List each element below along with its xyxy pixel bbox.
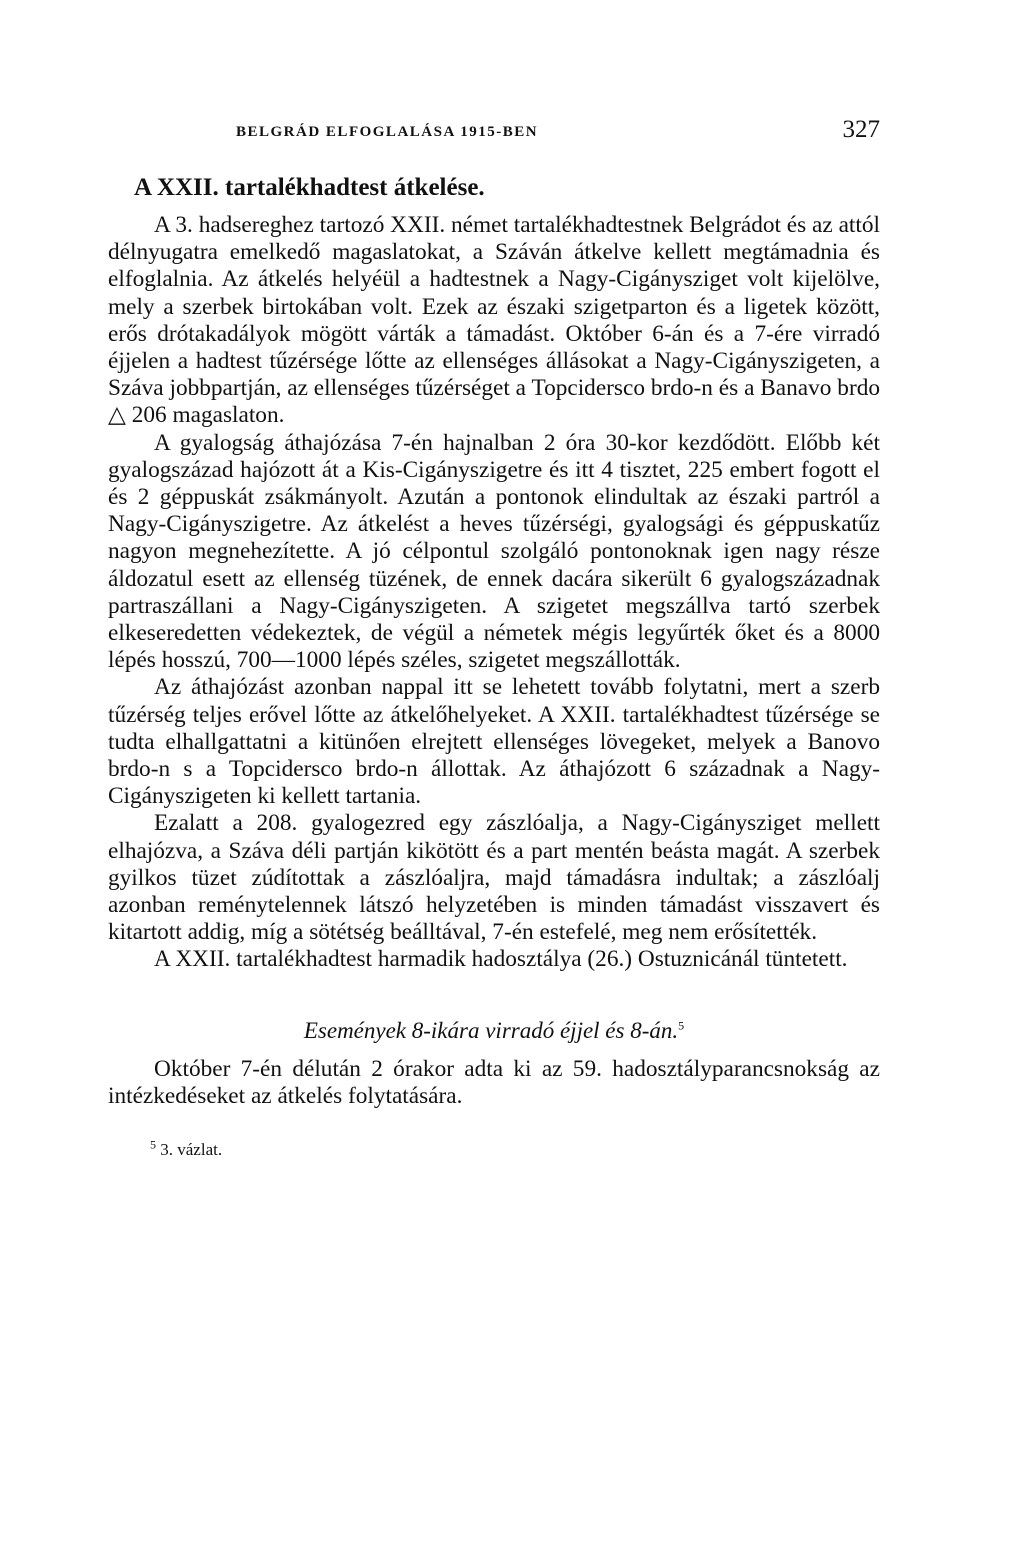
subsection-heading bbox=[108, 1018, 880, 1044]
running-title: BELGRÁD ELFOGLALÁSA 1915-BEN bbox=[236, 124, 539, 140]
subsection-body bbox=[108, 1056, 880, 1110]
subsection-heading-text: Események 8-ikára virradó éjjel és 8-án. bbox=[303, 1017, 679, 1043]
paragraph: A 3. hadsereghez tartozó XXII. német tartalékhadtestnek Belgrádot és az attól délnyugatra emelkedő magaslatokat, a Száván átkelve kellett megtámadnia és elfoglalnia. Az átkelés helyéül a hadtestnek a Nagy-Cigánysziget volt kijelölve, mely a szerbek birtokában volt. Ezek az északi szigetparton és a ligetek között, erős drótakadályok mögött várták a támadást. Október 6-án és a 7-ére virradó éjjelen a hadtest tűzérsége lőtte az ellenséges állásokat a Nagy-Cigányszigeten, a Száva jobbpartján, az ellenséges tűzérséget a Topcidersco brdo-n és a Banavo brdo △ 206 magaslaton. bbox=[108, 212, 880, 429]
page-number: 327 bbox=[842, 116, 880, 143]
running-head bbox=[108, 110, 880, 150]
footnote bbox=[150, 1137, 880, 1160]
paragraph: A gyalogság áthajózása 7-én hajnalban 2 óra 30-kor kezdődött. Előbb két gyalogszázad hajózott át a Kis-Cigányszigetre és itt 4 tisztet, 225 embert fogott el és 2 géppuskát zsákmányolt. Azután a pontonok elindultak az északi partról a Nagy-Cigányszigetre. Az átkelést a heves tűzérségi, gyalogsági és géppuskatűz nagyon megnehezítette. A jó célpontul szolgáló pontonoknak igen nagy része áldozatul esett az ellenség tüzének, de ennek dacára sikerült 6 gyalogszázadnak partraszállani a Nagy-Cigányszigeten. A szigetet megszállva tartó szerbek elkeseredetten védekeztek, de végül a németek mégis legyűrték őket és a 8000 lépés hosszú, 700—1000 lépés széles, szigetet megszállották. bbox=[108, 429, 880, 674]
paragraph: Ezalatt a 208. gyalogezred egy zászlóalja, a Nagy-Cigánysziget mellett elhajózva, a Száva déli partján kikötött és a part mentén beásta magát. A szerbek gyilkos tüzet zúdítottak a zászlóaljra, majd támadásra indultak; a zászlóalj azonban reménytelennek látszó helyzetében is minden támadást visszavert és kitartott addig, míg a sötétség beálltával, 7-én estefelé, meg nem erősítették. bbox=[108, 810, 880, 946]
footnote-text: 3. vázlat. bbox=[160, 1140, 223, 1160]
paragraph: Október 7-én délután 2 órakor adta ki az 59. hadosztályparancsnokság az intézkedéseket az átkelés folytatására. bbox=[108, 1055, 880, 1109]
section-heading: A XXII. tartalékhadtest átkelése. bbox=[134, 174, 485, 201]
footnote-marker: 5 bbox=[150, 1137, 156, 1152]
paragraph: A XXII. tartalékhadtest harmadik hadosztálya (26.) Ostuznicánál tüntetett. bbox=[154, 946, 848, 973]
section-body bbox=[108, 212, 880, 974]
paragraph: Az áthajózást azonban nappal itt se lehetett tovább folytatni, mert a szerb tűzérség teljes erővel lőtte az átkelőhelyeket. A XXII. tartalékhadtest tűzérsége se tudta elhallgattatni a kitünően elrejtett ellenséges lövegeket, melyek a Banovo brdo-n s a Topcidersco brdo-n állottak. Az áthajózott 6 századnak a Nagy-Cigányszigeten ki kellett tartania. bbox=[108, 674, 880, 810]
footnote-reference: 5 bbox=[678, 1018, 685, 1033]
book-page bbox=[108, 110, 880, 1160]
